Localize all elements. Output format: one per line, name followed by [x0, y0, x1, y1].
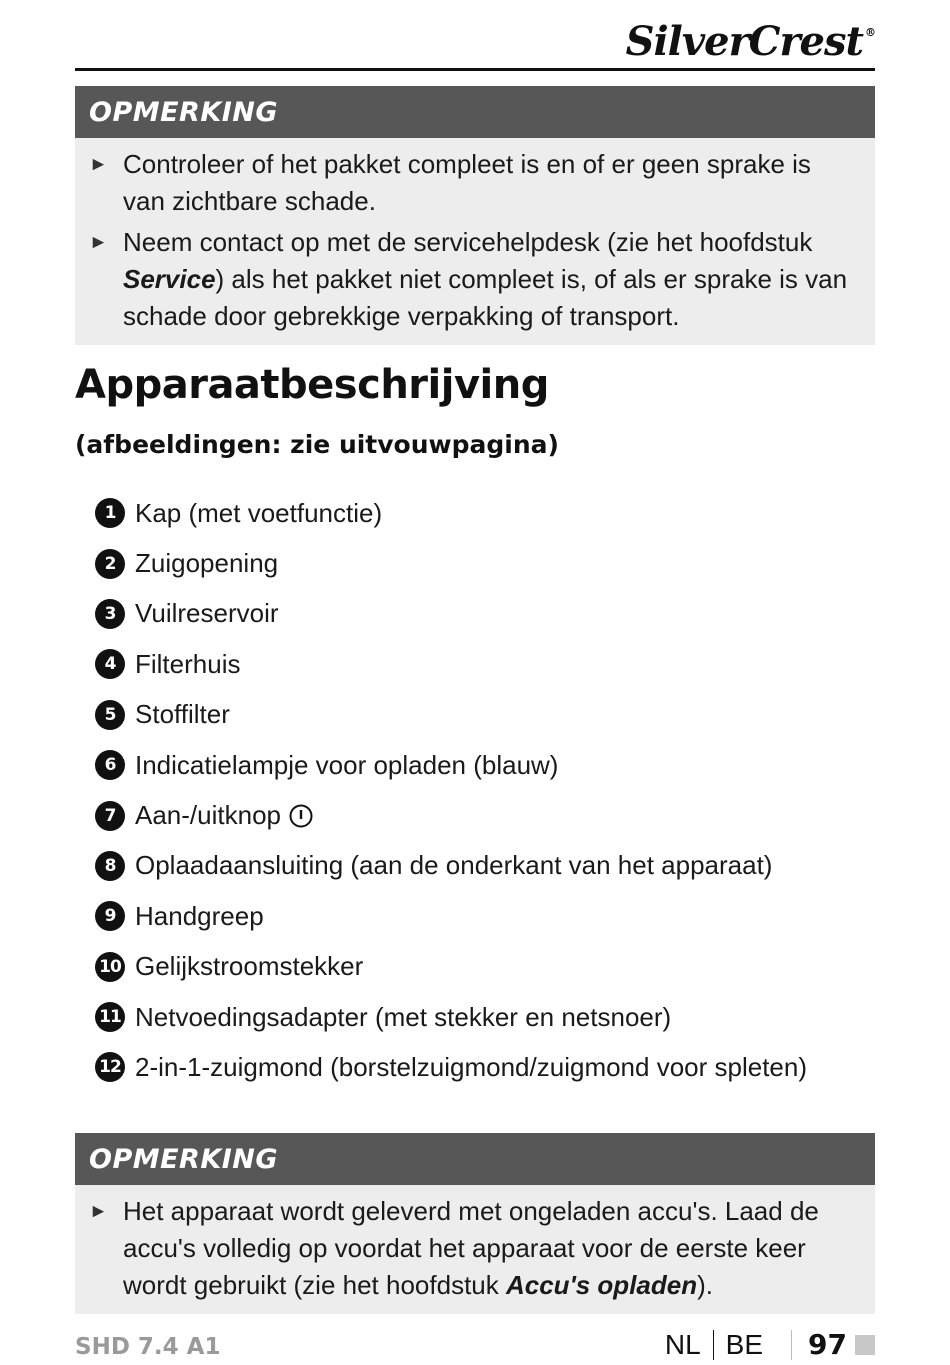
- item-number: 3: [95, 599, 125, 629]
- note-box-1: [75, 86, 875, 345]
- item-number: 6: [95, 750, 125, 780]
- item-label: Stoffilter: [135, 699, 230, 730]
- list-item: [95, 992, 875, 1042]
- language-code: NL: [664, 1328, 701, 1360]
- list-item: [95, 942, 875, 992]
- page-number: 97: [808, 1328, 847, 1361]
- parts-list: [95, 488, 875, 1093]
- note-bullet: [89, 146, 855, 220]
- page-marker: [855, 1335, 875, 1355]
- note-heading-2: OPMERKING: [75, 1133, 875, 1185]
- brand-name: SilverCrest: [625, 18, 863, 65]
- list-item: [95, 740, 875, 790]
- item-number: 7: [95, 801, 125, 831]
- list-item: [95, 589, 875, 639]
- item-label: Netvoedingsadapter (met stekker en netsnoer): [135, 1001, 672, 1032]
- section-title: Apparaatbeschrijving: [75, 362, 549, 408]
- note-heading-1: OPMERKING: [75, 86, 875, 138]
- list-item: [95, 891, 875, 941]
- footer-pagination: [665, 1328, 875, 1361]
- note-body-2: [75, 1185, 875, 1314]
- arrow-right-icon: ►: [89, 1201, 108, 1222]
- brand-logo: [626, 18, 875, 65]
- item-number: 8: [95, 851, 125, 881]
- bullet-text-pre: Neem contact op met de servicehelpdesk (zie het hoofdstuk: [123, 227, 813, 257]
- list-item: [95, 790, 875, 840]
- section-subtitle: (afbeeldingen: zie uitvouwpagina): [75, 430, 559, 459]
- note-bullet: [89, 224, 855, 335]
- manual-page: [75, 0, 875, 1365]
- arrow-right-icon: ►: [89, 232, 108, 253]
- power-icon: [289, 804, 313, 828]
- item-number: 1: [95, 498, 125, 528]
- bullet-text: Controleer of het pakket compleet is en of er geen sprake is van zichtbare schade.: [123, 149, 811, 216]
- list-item: [95, 488, 875, 538]
- bullet-text-pre: Het apparaat wordt geleverd met ongeladen accu's. Laad de accu's volledig op voordat het apparaat voor de eerste keer wordt gebruikt (zie het hoofdstuk: [123, 1196, 819, 1300]
- divider: [791, 1330, 792, 1360]
- item-number: 4: [95, 649, 125, 679]
- note-box-2: [75, 1133, 875, 1314]
- item-number: 2: [95, 549, 125, 579]
- list-item: [95, 639, 875, 689]
- footer-model: SHD 7.4 A1: [75, 1334, 221, 1360]
- item-label: Handgreep: [135, 900, 264, 931]
- country-code: BE: [725, 1328, 764, 1360]
- chapter-reference: Service: [123, 264, 216, 294]
- item-number: 9: [95, 901, 125, 931]
- list-item: [95, 1042, 875, 1092]
- registered-mark: ®: [865, 26, 875, 39]
- note-body-1: [75, 138, 875, 345]
- list-item: [95, 841, 875, 891]
- header-rule: [75, 68, 875, 71]
- bullet-text-post: ).: [697, 1270, 713, 1300]
- list-item: [95, 690, 875, 740]
- item-number: 5: [95, 700, 125, 730]
- arrow-right-icon: ►: [89, 154, 108, 175]
- item-label: Oplaadaansluiting (aan de onderkant van het apparaat): [135, 850, 773, 881]
- item-label: Zuigopening: [135, 548, 279, 579]
- item-label: Vuilreservoir: [135, 598, 279, 629]
- bullet-text-post: ) als het pakket niet compleet is, of als er sprake is van schade door gebrekkige verpakking of transport.: [123, 264, 848, 331]
- item-label: Kap (met voetfunctie): [135, 497, 383, 528]
- chapter-reference: Accu's opladen: [505, 1270, 698, 1300]
- divider: [713, 1330, 714, 1360]
- note-bullet: [89, 1193, 855, 1304]
- item-label: Gelijkstroomstekker: [135, 951, 364, 982]
- item-number: 12: [95, 1052, 125, 1082]
- item-number: 11: [95, 1002, 125, 1032]
- item-label: Aan-/uitknop: [135, 800, 281, 831]
- list-item: [95, 538, 875, 588]
- item-number: 10: [95, 952, 125, 982]
- item-label: 2-in-1-zuigmond (borstelzuigmond/zuigmond voor spleten): [135, 1051, 808, 1082]
- item-label: Filterhuis: [135, 648, 241, 679]
- item-label: Indicatielampje voor opladen (blauw): [135, 749, 559, 780]
